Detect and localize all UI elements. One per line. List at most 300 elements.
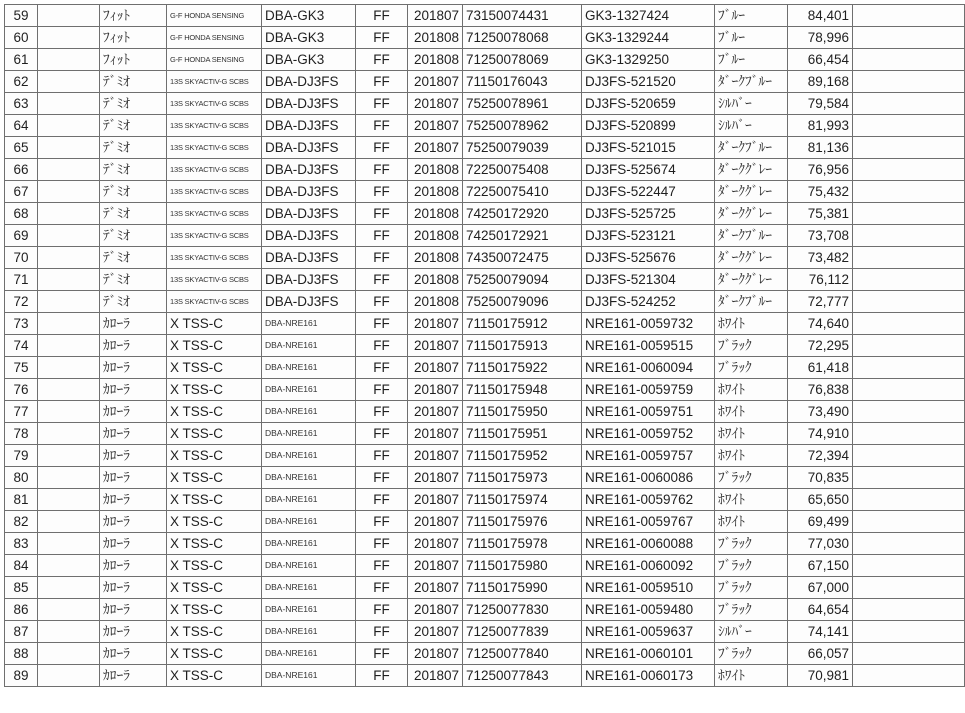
mileage-cell: 69,499 (788, 511, 853, 533)
serial-number-cell: 71150175912 (463, 313, 582, 335)
mileage-cell: 81,993 (788, 115, 853, 137)
drive-cell: FF (356, 313, 408, 335)
chassis-number-cell: NRE161-0059637 (582, 621, 715, 643)
blank-cell (853, 247, 965, 269)
model-cell: ｶﾛｰﾗ (100, 467, 167, 489)
grade-cell: X TSS-C (167, 313, 262, 335)
table-row (5, 93, 965, 115)
blank-cell (38, 445, 100, 467)
row-number-cell: 82 (5, 511, 38, 533)
color-cell: ﾌﾞﾙｰ (715, 27, 788, 49)
table-row (5, 445, 965, 467)
row-number-cell: 63 (5, 93, 38, 115)
serial-number-cell: 71150175990 (463, 577, 582, 599)
blank-cell (38, 555, 100, 577)
blank-cell (38, 357, 100, 379)
table-row (5, 577, 965, 599)
table-row (5, 555, 965, 577)
type-cell: DBA-NRE161 (262, 335, 356, 357)
table-row (5, 621, 965, 643)
blank-cell (38, 467, 100, 489)
drive-cell: FF (356, 247, 408, 269)
model-cell: ﾃﾞﾐｵ (100, 93, 167, 115)
blank-cell (38, 49, 100, 71)
type-cell: DBA-GK3 (262, 49, 356, 71)
chassis-number-cell: NRE161-0060094 (582, 357, 715, 379)
drive-cell: FF (356, 181, 408, 203)
registration-date-cell: 201807 (408, 665, 463, 687)
drive-cell: FF (356, 621, 408, 643)
registration-date-cell: 201807 (408, 93, 463, 115)
blank-cell (38, 247, 100, 269)
blank-cell (38, 621, 100, 643)
color-cell: ﾌﾞﾗｯｸ (715, 599, 788, 621)
grade-cell: X TSS-C (167, 511, 262, 533)
table-row (5, 291, 965, 313)
blank-cell (38, 665, 100, 687)
mileage-cell: 66,454 (788, 49, 853, 71)
grade-cell: G-F HONDA SENSING (167, 27, 262, 49)
chassis-number-cell: GK3-1329250 (582, 49, 715, 71)
type-cell: DBA-DJ3FS (262, 71, 356, 93)
table-row (5, 423, 965, 445)
drive-cell: FF (356, 203, 408, 225)
blank-cell (38, 599, 100, 621)
grade-cell: G-F HONDA SENSING (167, 5, 262, 27)
color-cell: ﾌﾞﾗｯｸ (715, 467, 788, 489)
chassis-number-cell: DJ3FS-521304 (582, 269, 715, 291)
row-number-cell: 62 (5, 71, 38, 93)
model-cell: ｶﾛｰﾗ (100, 313, 167, 335)
mileage-cell: 74,141 (788, 621, 853, 643)
chassis-number-cell: NRE161-0059752 (582, 423, 715, 445)
blank-cell (38, 643, 100, 665)
grade-cell: 13S SKYACTIV-G SCBS (167, 291, 262, 313)
type-cell: DBA-NRE161 (262, 423, 356, 445)
type-cell: DBA-NRE161 (262, 577, 356, 599)
chassis-number-cell: NRE161-0060092 (582, 555, 715, 577)
mileage-cell: 76,112 (788, 269, 853, 291)
serial-number-cell: 71250077843 (463, 665, 582, 687)
drive-cell: FF (356, 665, 408, 687)
blank-cell (38, 27, 100, 49)
type-cell: DBA-GK3 (262, 27, 356, 49)
row-number-cell: 70 (5, 247, 38, 269)
table-row (5, 247, 965, 269)
row-number-cell: 89 (5, 665, 38, 687)
drive-cell: FF (356, 357, 408, 379)
model-cell: ﾃﾞﾐｵ (100, 291, 167, 313)
model-cell: ﾃﾞﾐｵ (100, 115, 167, 137)
model-cell: ｶﾛｰﾗ (100, 577, 167, 599)
color-cell: ﾎﾜｲﾄ (715, 511, 788, 533)
serial-number-cell: 75250079096 (463, 291, 582, 313)
registration-date-cell: 201808 (408, 291, 463, 313)
row-number-cell: 65 (5, 137, 38, 159)
row-number-cell: 73 (5, 313, 38, 335)
color-cell: ﾀﾞｰｸﾌﾞﾙｰ (715, 291, 788, 313)
mileage-cell: 89,168 (788, 71, 853, 93)
registration-date-cell: 201807 (408, 115, 463, 137)
blank-cell (38, 401, 100, 423)
row-number-cell: 64 (5, 115, 38, 137)
chassis-number-cell: NRE161-0060088 (582, 533, 715, 555)
type-cell: DBA-NRE161 (262, 313, 356, 335)
table-row (5, 115, 965, 137)
color-cell: ﾎﾜｲﾄ (715, 401, 788, 423)
row-number-cell: 66 (5, 159, 38, 181)
model-cell: ﾃﾞﾐｵ (100, 181, 167, 203)
row-number-cell: 69 (5, 225, 38, 247)
color-cell: ﾌﾞﾗｯｸ (715, 533, 788, 555)
grade-cell: X TSS-C (167, 445, 262, 467)
chassis-number-cell: NRE161-0059762 (582, 489, 715, 511)
blank-cell (853, 423, 965, 445)
row-number-cell: 77 (5, 401, 38, 423)
mileage-cell: 70,835 (788, 467, 853, 489)
model-cell: ﾌｨｯﾄ (100, 5, 167, 27)
blank-cell (38, 577, 100, 599)
color-cell: ﾀﾞｰｸｸﾞﾚｰ (715, 203, 788, 225)
type-cell: DBA-NRE161 (262, 621, 356, 643)
mileage-cell: 64,654 (788, 599, 853, 621)
drive-cell: FF (356, 5, 408, 27)
blank-cell (853, 115, 965, 137)
model-cell: ｶﾛｰﾗ (100, 511, 167, 533)
table-row (5, 643, 965, 665)
color-cell: ﾌﾞﾗｯｸ (715, 577, 788, 599)
blank-cell (853, 379, 965, 401)
model-cell: ｶﾛｰﾗ (100, 445, 167, 467)
grade-cell: 13S SKYACTIV-G SCBS (167, 181, 262, 203)
blank-cell (38, 335, 100, 357)
model-cell: ｶﾛｰﾗ (100, 423, 167, 445)
blank-cell (853, 533, 965, 555)
model-cell: ｶﾛｰﾗ (100, 665, 167, 687)
drive-cell: FF (356, 49, 408, 71)
row-number-cell: 72 (5, 291, 38, 313)
row-number-cell: 74 (5, 335, 38, 357)
mileage-cell: 79,584 (788, 93, 853, 115)
table-row (5, 5, 965, 27)
grade-cell: X TSS-C (167, 357, 262, 379)
row-number-cell: 67 (5, 181, 38, 203)
grade-cell: 13S SKYACTIV-G SCBS (167, 93, 262, 115)
serial-number-cell: 71150176043 (463, 71, 582, 93)
serial-number-cell: 72250075408 (463, 159, 582, 181)
type-cell: DBA-DJ3FS (262, 181, 356, 203)
chassis-number-cell: NRE161-0060101 (582, 643, 715, 665)
blank-cell (38, 313, 100, 335)
drive-cell: FF (356, 511, 408, 533)
chassis-number-cell: DJ3FS-521015 (582, 137, 715, 159)
mileage-cell: 67,000 (788, 577, 853, 599)
registration-date-cell: 201807 (408, 467, 463, 489)
drive-cell: FF (356, 423, 408, 445)
chassis-number-cell: DJ3FS-521520 (582, 71, 715, 93)
type-cell: DBA-DJ3FS (262, 291, 356, 313)
model-cell: ﾃﾞﾐｵ (100, 247, 167, 269)
registration-date-cell: 201808 (408, 49, 463, 71)
blank-cell (853, 71, 965, 93)
table-body (5, 5, 965, 687)
drive-cell: FF (356, 401, 408, 423)
table-row (5, 49, 965, 71)
model-cell: ﾃﾞﾐｵ (100, 203, 167, 225)
drive-cell: FF (356, 577, 408, 599)
serial-number-cell: 71150175913 (463, 335, 582, 357)
table-row (5, 269, 965, 291)
color-cell: ﾀﾞｰｸｸﾞﾚｰ (715, 269, 788, 291)
table-row (5, 181, 965, 203)
color-cell: ﾀﾞｰｸｸﾞﾚｰ (715, 159, 788, 181)
table-row (5, 27, 965, 49)
blank-cell (38, 511, 100, 533)
color-cell: ﾌﾞﾗｯｸ (715, 335, 788, 357)
drive-cell: FF (356, 533, 408, 555)
color-cell: ﾌﾞﾗｯｸ (715, 555, 788, 577)
blank-cell (853, 137, 965, 159)
row-number-cell: 80 (5, 467, 38, 489)
type-cell: DBA-DJ3FS (262, 269, 356, 291)
color-cell: ﾀﾞｰｸｸﾞﾚｰ (715, 247, 788, 269)
serial-number-cell: 71150175980 (463, 555, 582, 577)
row-number-cell: 60 (5, 27, 38, 49)
mileage-cell: 77,030 (788, 533, 853, 555)
grade-cell: 13S SKYACTIV-G SCBS (167, 203, 262, 225)
type-cell: DBA-NRE161 (262, 357, 356, 379)
model-cell: ｶﾛｰﾗ (100, 599, 167, 621)
chassis-number-cell: GK3-1327424 (582, 5, 715, 27)
serial-number-cell: 71150175922 (463, 357, 582, 379)
blank-cell (853, 555, 965, 577)
model-cell: ﾌｨｯﾄ (100, 49, 167, 71)
type-cell: DBA-NRE161 (262, 599, 356, 621)
model-cell: ﾃﾞﾐｵ (100, 137, 167, 159)
blank-cell (853, 27, 965, 49)
registration-date-cell: 201808 (408, 27, 463, 49)
drive-cell: FF (356, 93, 408, 115)
color-cell: ﾎﾜｲﾄ (715, 445, 788, 467)
grade-cell: G-F HONDA SENSING (167, 49, 262, 71)
blank-cell (853, 577, 965, 599)
model-cell: ﾃﾞﾐｵ (100, 225, 167, 247)
color-cell: ﾌﾞﾗｯｸ (715, 643, 788, 665)
registration-date-cell: 201808 (408, 247, 463, 269)
mileage-cell: 73,482 (788, 247, 853, 269)
mileage-cell: 84,401 (788, 5, 853, 27)
color-cell: ﾎﾜｲﾄ (715, 423, 788, 445)
blank-cell (38, 291, 100, 313)
model-cell: ｶﾛｰﾗ (100, 357, 167, 379)
chassis-number-cell: NRE161-0059757 (582, 445, 715, 467)
blank-cell (38, 379, 100, 401)
model-cell: ﾃﾞﾐｵ (100, 71, 167, 93)
color-cell: ｼﾙﾊﾞｰ (715, 621, 788, 643)
grade-cell: X TSS-C (167, 379, 262, 401)
mileage-cell: 70,981 (788, 665, 853, 687)
blank-cell (853, 643, 965, 665)
blank-cell (38, 423, 100, 445)
blank-cell (853, 49, 965, 71)
grade-cell: 13S SKYACTIV-G SCBS (167, 225, 262, 247)
registration-date-cell: 201807 (408, 357, 463, 379)
mileage-cell: 75,381 (788, 203, 853, 225)
serial-number-cell: 71250078069 (463, 49, 582, 71)
chassis-number-cell: DJ3FS-524252 (582, 291, 715, 313)
mileage-cell: 74,910 (788, 423, 853, 445)
chassis-number-cell: NRE161-0059767 (582, 511, 715, 533)
blank-cell (38, 533, 100, 555)
serial-number-cell: 71150175952 (463, 445, 582, 467)
type-cell: DBA-NRE161 (262, 665, 356, 687)
blank-cell (38, 489, 100, 511)
color-cell: ｼﾙﾊﾞｰ (715, 115, 788, 137)
blank-cell (38, 115, 100, 137)
serial-number-cell: 74250172920 (463, 203, 582, 225)
blank-cell (38, 71, 100, 93)
registration-date-cell: 201807 (408, 643, 463, 665)
grade-cell: 13S SKYACTIV-G SCBS (167, 115, 262, 137)
type-cell: DBA-NRE161 (262, 445, 356, 467)
chassis-number-cell: DJ3FS-525725 (582, 203, 715, 225)
row-number-cell: 61 (5, 49, 38, 71)
mileage-cell: 72,394 (788, 445, 853, 467)
model-cell: ｶﾛｰﾗ (100, 379, 167, 401)
serial-number-cell: 71150175978 (463, 533, 582, 555)
table-row (5, 137, 965, 159)
table-row (5, 665, 965, 687)
row-number-cell: 81 (5, 489, 38, 511)
type-cell: DBA-DJ3FS (262, 159, 356, 181)
serial-number-cell: 75250079094 (463, 269, 582, 291)
grade-cell: 13S SKYACTIV-G SCBS (167, 137, 262, 159)
type-cell: DBA-NRE161 (262, 555, 356, 577)
registration-date-cell: 201807 (408, 401, 463, 423)
chassis-number-cell: DJ3FS-523121 (582, 225, 715, 247)
serial-number-cell: 74350072475 (463, 247, 582, 269)
table-row (5, 203, 965, 225)
serial-number-cell: 71150175950 (463, 401, 582, 423)
type-cell: DBA-NRE161 (262, 489, 356, 511)
serial-number-cell: 71250077839 (463, 621, 582, 643)
table-row (5, 357, 965, 379)
mileage-cell: 78,996 (788, 27, 853, 49)
table-row (5, 599, 965, 621)
row-number-cell: 76 (5, 379, 38, 401)
registration-date-cell: 201808 (408, 181, 463, 203)
row-number-cell: 84 (5, 555, 38, 577)
mileage-cell: 73,490 (788, 401, 853, 423)
table-row (5, 71, 965, 93)
table-row (5, 379, 965, 401)
color-cell: ﾎﾜｲﾄ (715, 379, 788, 401)
serial-number-cell: 71150175948 (463, 379, 582, 401)
row-number-cell: 83 (5, 533, 38, 555)
grade-cell: X TSS-C (167, 555, 262, 577)
type-cell: DBA-NRE161 (262, 467, 356, 489)
blank-cell (38, 137, 100, 159)
grade-cell: X TSS-C (167, 423, 262, 445)
serial-number-cell: 71150175976 (463, 511, 582, 533)
blank-cell (853, 357, 965, 379)
type-cell: DBA-NRE161 (262, 379, 356, 401)
mileage-cell: 74,640 (788, 313, 853, 335)
grade-cell: X TSS-C (167, 621, 262, 643)
row-number-cell: 79 (5, 445, 38, 467)
type-cell: DBA-NRE161 (262, 511, 356, 533)
registration-date-cell: 201807 (408, 599, 463, 621)
model-cell: ﾃﾞﾐｵ (100, 159, 167, 181)
color-cell: ﾀﾞｰｸﾌﾞﾙｰ (715, 225, 788, 247)
row-number-cell: 87 (5, 621, 38, 643)
mileage-cell: 81,136 (788, 137, 853, 159)
registration-date-cell: 201807 (408, 577, 463, 599)
color-cell: ﾀﾞｰｸｸﾞﾚｰ (715, 181, 788, 203)
serial-number-cell: 75250078961 (463, 93, 582, 115)
type-cell: DBA-DJ3FS (262, 137, 356, 159)
blank-cell (853, 665, 965, 687)
grade-cell: 13S SKYACTIV-G SCBS (167, 71, 262, 93)
grade-cell: X TSS-C (167, 577, 262, 599)
drive-cell: FF (356, 467, 408, 489)
registration-date-cell: 201807 (408, 489, 463, 511)
table-row (5, 467, 965, 489)
grade-cell: X TSS-C (167, 467, 262, 489)
serial-number-cell: 73150074431 (463, 5, 582, 27)
type-cell: DBA-DJ3FS (262, 203, 356, 225)
grade-cell: X TSS-C (167, 533, 262, 555)
blank-cell (38, 203, 100, 225)
chassis-number-cell: NRE161-0060173 (582, 665, 715, 687)
table-row (5, 533, 965, 555)
row-number-cell: 68 (5, 203, 38, 225)
registration-date-cell: 201808 (408, 203, 463, 225)
mileage-cell: 72,777 (788, 291, 853, 313)
mileage-cell: 61,418 (788, 357, 853, 379)
registration-date-cell: 201807 (408, 511, 463, 533)
serial-number-cell: 71150175974 (463, 489, 582, 511)
table-row (5, 401, 965, 423)
mileage-cell: 67,150 (788, 555, 853, 577)
chassis-number-cell: NRE161-0059732 (582, 313, 715, 335)
chassis-number-cell: NRE161-0060086 (582, 467, 715, 489)
grade-cell: 13S SKYACTIV-G SCBS (167, 159, 262, 181)
registration-date-cell: 201807 (408, 71, 463, 93)
grade-cell: X TSS-C (167, 599, 262, 621)
table-row (5, 313, 965, 335)
type-cell: DBA-DJ3FS (262, 225, 356, 247)
serial-number-cell: 72250075410 (463, 181, 582, 203)
grade-cell: 13S SKYACTIV-G SCBS (167, 269, 262, 291)
blank-cell (853, 269, 965, 291)
color-cell: ﾀﾞｰｸﾌﾞﾙｰ (715, 71, 788, 93)
mileage-cell: 76,838 (788, 379, 853, 401)
registration-date-cell: 201807 (408, 137, 463, 159)
drive-cell: FF (356, 115, 408, 137)
vehicle-list-table (4, 4, 965, 687)
drive-cell: FF (356, 489, 408, 511)
type-cell: DBA-DJ3FS (262, 93, 356, 115)
blank-cell (853, 181, 965, 203)
grade-cell: X TSS-C (167, 643, 262, 665)
blank-cell (853, 93, 965, 115)
grade-cell: X TSS-C (167, 489, 262, 511)
drive-cell: FF (356, 445, 408, 467)
color-cell: ﾀﾞｰｸﾌﾞﾙｰ (715, 137, 788, 159)
chassis-number-cell: DJ3FS-520899 (582, 115, 715, 137)
model-cell: ｶﾛｰﾗ (100, 621, 167, 643)
